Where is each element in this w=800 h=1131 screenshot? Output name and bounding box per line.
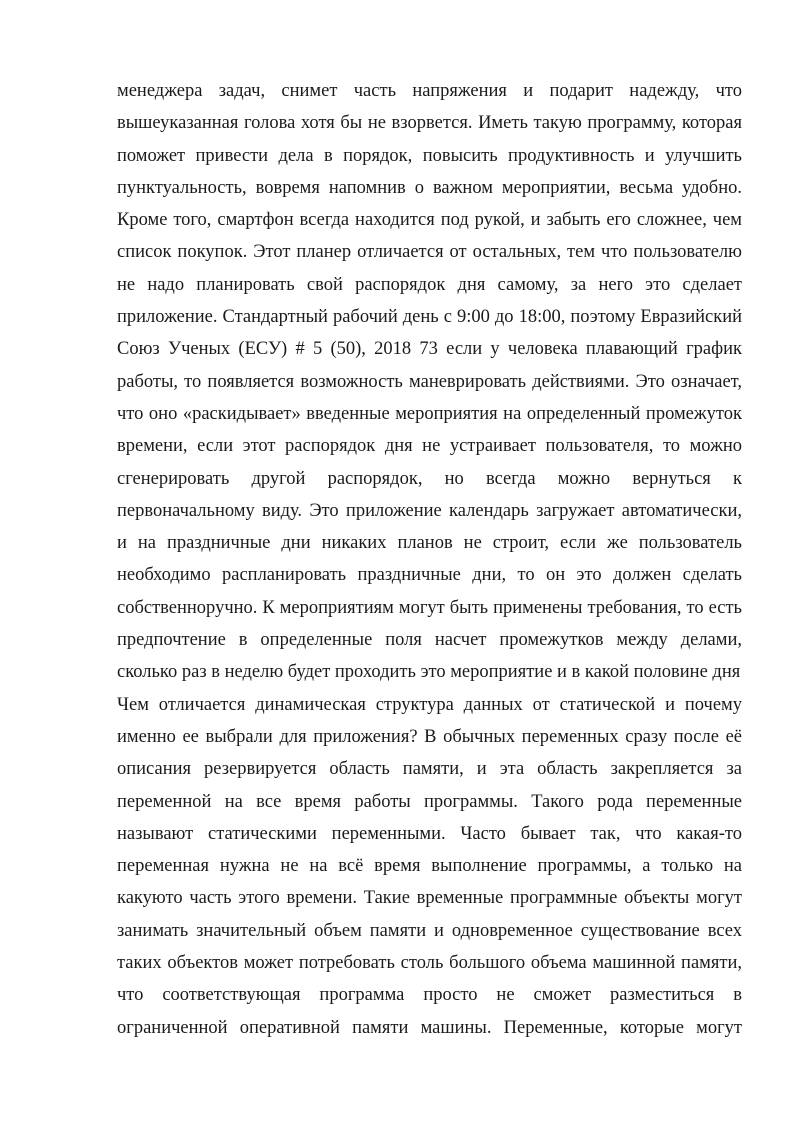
text-line: переменная нужна не на всё время выполнение программы, а только на xyxy=(117,856,742,877)
text-line: сгенерировать другой распорядок, но всегда можно вернуться к xyxy=(117,468,742,489)
text-line: и на праздничные дни никаких планов не строит, если же пользователь xyxy=(117,533,742,554)
text-line: ограниченной оперативной памяти машины. Переменные, которые могут xyxy=(117,1017,742,1038)
text-line: Кроме того, смартфон всегда находится под рукой, и забыть его сложнее, чем xyxy=(117,210,742,231)
text-line: необходимо распланировать праздничные дни, то он это должен сделать xyxy=(117,565,742,586)
text-line: какуюто часть этого времени. Такие временные программные объекты могут xyxy=(117,888,742,909)
text-line: собственноручно. К мероприятиям могут быть применены требования, то есть xyxy=(117,597,742,618)
text-line: занимать значительный объем памяти и одновременное существование всех xyxy=(117,920,742,941)
text-line: именно ее выбрали для приложения? В обычных переменных сразу после её xyxy=(117,726,742,747)
text-line: времени, если этот распорядок дня не устраивает пользователя, то можно xyxy=(117,436,742,457)
text-line: работы, то появляется возможность маневрировать действиями. Это означает, xyxy=(117,371,742,392)
text-line: описания резервируется область памяти, и эта область закрепляется за xyxy=(117,759,742,780)
text-line: пунктуальность, вовремя напомнив о важном мероприятии, весьма удобно. xyxy=(117,177,742,198)
text-line: сколько раз в неделю будет проходить это мероприятие и в какой половине дня xyxy=(117,662,741,683)
text-line: менеджера задач, снимет часть напряжения и подарит надежду, что xyxy=(117,81,742,101)
text-line: первоначальному виду. Это приложение календарь загружает автоматически, xyxy=(117,500,742,521)
text-line: предпочтение в определенные поля насчет промежутков между делами, xyxy=(117,630,742,651)
text-line: Чем отличается динамическая структура данных от статической и почему xyxy=(117,694,742,715)
text-line: Союз Ученых (ЕСУ) # 5 (50), 2018 73 если у человека плавающий график xyxy=(117,339,742,360)
text-line: что оно «раскидывает» введенные мероприятия на определенный промежуток xyxy=(117,403,742,424)
text-line: список покупок. Этот планер отличается от остальных, тем что пользователю xyxy=(117,242,742,263)
text-line: таких объектов может потребовать столь большого объема машинной памяти, xyxy=(117,953,742,974)
text-line: вышеуказанная голова хотя бы не взорвется. Иметь такую программу, которая xyxy=(117,113,742,134)
text-line: называют статическими переменными. Часто бывает так, что какая-то xyxy=(117,823,742,844)
text-line: переменной на все время работы программы. Такого рода переменные xyxy=(117,791,742,812)
text-line: что соответствующая программа просто не сможет разместиться в xyxy=(117,985,742,1006)
text-line: приложение. Стандартный рабочий день с 9:00 до 18:00, поэтому Евразийский xyxy=(117,307,742,328)
text-line: не надо планировать свой распорядок дня самому, за него это сделает xyxy=(117,274,742,295)
text-line: поможет привести дела в порядок, повысить продуктивность и улучшить xyxy=(117,145,742,166)
body-text xyxy=(117,75,742,1044)
